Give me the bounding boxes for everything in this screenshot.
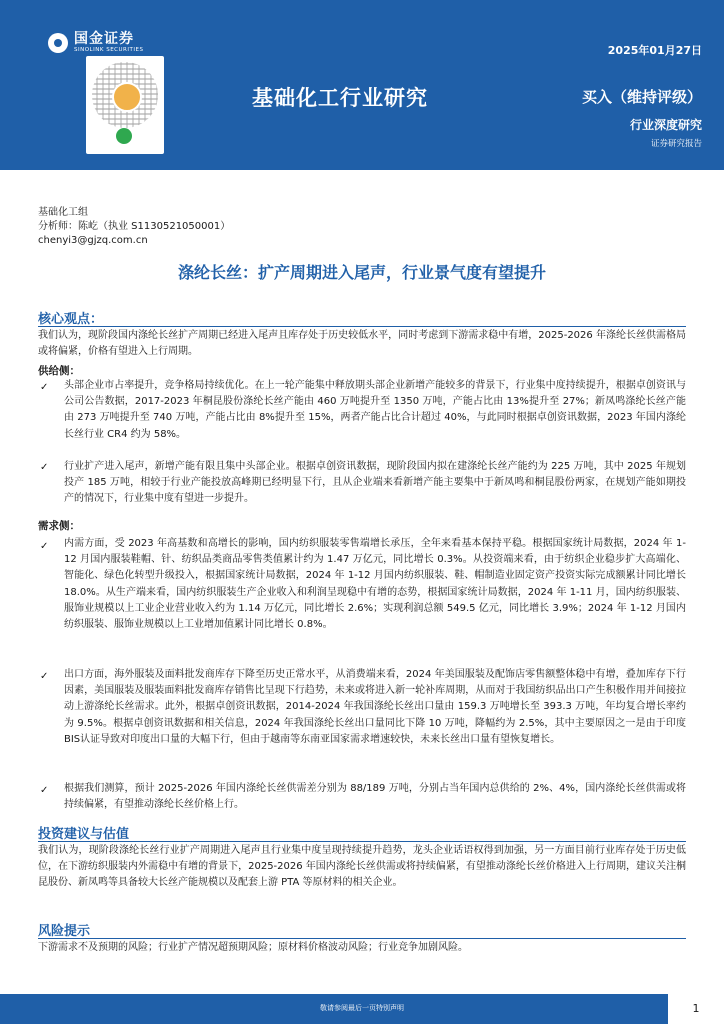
qr-code-icon [86, 56, 164, 154]
report-type: 证券研究报告 [650, 139, 702, 149]
page-title: 涤纶长丝：扩产周期进入尾声，行业景气度有望提升 [177, 263, 546, 282]
logo-english-name: SINOLINK SECURITIES [74, 47, 144, 53]
risk-text: 下游需求不及预期的风险；行业扩产情况超预期风险；原材料价格波动风险；行业竞争加剧风险。 [38, 942, 468, 953]
checkmark-icon: ✓ [40, 671, 49, 682]
demand-heading: 需求侧： [38, 520, 80, 532]
demand-point-1: 内需方面，受 2023 年高基数和高增长的影响，国内纺织服装零售端增长承压，全年来看基本保持平稳。根据国家统计局数据，2024 年 1-12 月国内服装鞋帽、针、纺织品类商品零售类值累计约为 1.47 万亿元，同比增长 0.3%。从投资端来看，由于纺织企业稳步扩大高端化、智能化、绿色化转型升级投入，根据国家统计局数据，2024 年 1-12 月国内纺织服装、鞋、帽制造业固定资产投资实际完成额累计同比增长 18.0%。从生产端来看，国内纺织服装生产企业收入和利润呈现稳中有增的态势，根据国家统计局数据，2024 年 1-11 月，国内纺织服装、服饰业规模以上工业企业营业收入约为 1.14 万亿元，同比增长 2.6%；实现利润总额 549.5 亿元，同比增长 3.9%；2024 年 1-12 月国内纺织服装、服饰业规模以上工业增加值累计同比增长 0.8%。 [64, 538, 686, 631]
rating-badge: 买入（维持评级） [581, 88, 702, 106]
analyst-info [38, 206, 230, 248]
research-group: 基础化工组 [38, 207, 88, 218]
section-divider [38, 938, 686, 939]
core-view-heading: 核心观点： [38, 312, 104, 327]
report-category-title: 基础化工行业研究 [252, 86, 428, 110]
supply-heading: 供给侧： [38, 365, 80, 377]
logo-mark-icon [48, 33, 68, 53]
demand-point-2: 出口方面，海外服装及面料批发商库存下降至历史正常水平，从消费端来看，2024 年美国服装及配饰店零售额整体稳中有增，叠加库存下行因素，美国服装及服装面料批发商库存销售比呈现下行趋势，未来或将进入新一轮补库周期，从而对于我国纺织品出口产生积极作用并间接拉动上游涤纶长丝需求。此外，根据卓创资讯数据，2014-2024 年我国涤纶长丝出口量由 159.3 万吨增长至 393.3 万吨，年均复合增长率约为 9.5%。根据卓创资讯数据和相关信息，2024 年我国涤纶长丝出口量同比下降 10 万吨，降幅约为 2.5%，其中主要原因之一是由于印度BIS认证导致对印度出口量的大幅下行，但由于越南等东南亚国家需求增速较快，未来长丝出口量有望恢复增长。 [64, 669, 686, 745]
checkmark-icon: ✓ [40, 462, 49, 473]
checkmark-icon: ✓ [40, 785, 49, 796]
page-number: 1 [668, 994, 724, 1024]
report-date: 2025年01月27日 [607, 44, 702, 57]
investment-heading: 投资建议与估值 [38, 827, 130, 842]
section-divider [38, 326, 686, 327]
demand-point-3: 根据我们测算，预计 2025-2026 年国内涤纶长丝供需差分别为 88/189 万吨，分别占当年国内总供给的 2%、4%，国内涤纶长丝供需或将持续偏紧，有望推动涤纶长丝价格上行。 [64, 783, 686, 811]
checkmark-icon: ✓ [40, 541, 49, 552]
core-intro: 我们认为，现阶段国内涤纶长丝扩产周期已经进入尾声且库存处于历史较低水平，同时考虑到下游需求稳中有增，2025-2026 年涤纶长丝供需格局或将偏紧，价格有望进入上行周期。 [38, 330, 686, 358]
report-header [0, 0, 724, 170]
page-footer [0, 994, 724, 1024]
report-subtype: 行业深度研究 [629, 118, 702, 132]
logo-chinese-name: 国金证券 [74, 31, 134, 47]
analyst-name: 分析师：陈屹（执业 S1130521050001） [38, 221, 231, 232]
risk-heading: 风险提示 [38, 924, 91, 939]
analyst-email: chenyi3@gjzq.com.cn [38, 235, 148, 246]
footer-disclaimer: 敬请参阅最后一页特别声明 [320, 1004, 404, 1012]
investment-text: 我们认为，现阶段涤纶长丝行业扩产周期进入尾声且行业集中度呈现持续提升趋势，龙头企业话语权得到加强，另一方面目前行业库存处于历史低位，在下游纺织服装内外需稳中有增的背景下，2025-2026 年国内涤纶长丝供需或将持续偏紧，有望推动涤纶长丝价格进入上行周期，建议关注桐昆股份、新凤鸣等具备较大长丝产能规模以及配套上游 PTA 等原材料的相关企业。 [38, 845, 686, 889]
section-divider [38, 841, 686, 842]
supply-point-2: 行业扩产进入尾声，新增产能有限且集中头部企业。根据卓创资讯数据，现阶段国内拟在建涤纶长丝产能约为 225 万吨，其中 2025 年规划投产 185 万吨，相较于行业产能投放高峰期已经明显下行，且从企业端来看新增产能主要集中于新凤鸣和桐昆股份两家，在规划产能如期投产的情况下，行业集中度有望进一步提升。 [64, 461, 686, 505]
checkmark-icon: ✓ [40, 382, 49, 393]
supply-point-1: 头部企业市占率提升，竞争格局持续优化。在上一轮产能集中释放期头部企业新增产能较多的背景下，行业集中度持续提升，根据卓创资讯与公司公告数据，2017-2023 年桐昆股份涤纶长丝产能由 460 万吨提升至 1350 万吨，产能占比由 13%提升至 27%；新凤鸣涤纶长丝产能由 273 万吨提升至 740 万吨，产能占比由 8%提升至 15%，两者产能占比合计超过 40%，与此同时根据卓创资讯数据，2023 年国内涤纶长丝行业 CR4 约为 58%。 [64, 380, 686, 440]
company-logo [48, 32, 143, 54]
